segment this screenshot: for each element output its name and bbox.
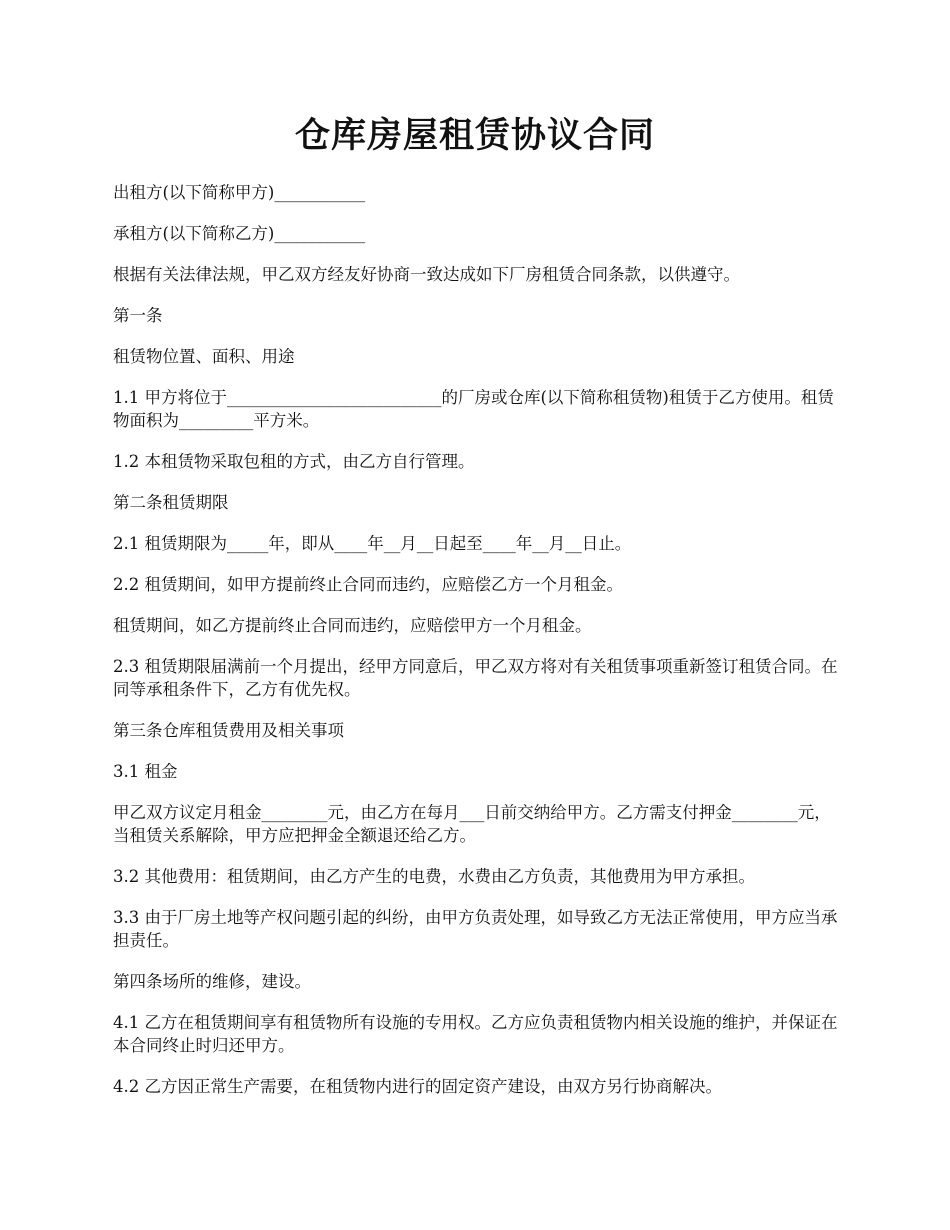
paragraph-article-1: 第一条: [113, 306, 163, 325]
paragraph-4-2: 4.2 乙方因正常生产需要，在租赁物内进行的固定资产建设，由双方另行协商解决。: [113, 1077, 722, 1096]
document-title: 仓库房屋租赁协议合同: [294, 115, 655, 156]
paragraph-3-2: 3.2 其他费用：租赁期间，由乙方产生的电费，水费由乙方负责，其他费用为甲方承担。: [113, 867, 755, 886]
paragraph-lessee: 承租方(以下简称乙方)___________: [113, 224, 366, 243]
paragraph-lessor: 出租方(以下简称甲方)___________: [113, 183, 366, 202]
paragraph-3-1: 3.1 租金: [113, 762, 178, 781]
paragraph-article-2: 第二条租赁期限: [113, 493, 229, 512]
paragraph-article-1-heading: 租赁物位置、面积、用途: [113, 347, 295, 366]
paragraph-article-4: 第四条场所的维修，建设。: [113, 972, 311, 991]
paragraph-2-2: 2.2 租赁期间，如甲方提前终止合同而违约，应赔偿乙方一个月租金。: [113, 575, 623, 594]
paragraph-1-1: 1.1 甲方将位于__________________________的厂房或仓库(以下简称租赁物)租赁于乙方使用。租赁物面积为_________平方米。: [113, 388, 834, 430]
paragraph-3-1-body: 甲乙双方议定月租金________元，由乙方在每月___日前交纳给甲方。乙方需支付押金________元，当租赁关系解除，甲方应把押金全额退还给乙方。: [113, 803, 831, 845]
paragraph-2-1: 2.1 租赁期限为_____年，即从____年__月__日起至____年__月__日止。: [113, 534, 632, 553]
paragraph-4-1: 4.1 乙方在租赁期间享有租赁物所有设施的专用权。乙方应负责租赁物内相关设施的维护，并保证在本合同终止时归还甲方。: [113, 1013, 838, 1055]
paragraph-preamble: 根据有关法律法规，甲乙双方经友好协商一致达成如下厂房租赁合同条款，以供遵守。: [113, 265, 740, 284]
paragraph-1-2: 1.2 本租赁物采取包租的方式，由乙方自行管理。: [113, 452, 475, 471]
paragraph-2-3: 2.3 租赁期限届满前一个月提出，经甲方同意后，甲乙双方将对有关租赁事项重新签订租赁合同。在同等承租条件下，乙方有优先权。: [113, 657, 838, 699]
document-body: [113, 181, 841, 1116]
paragraph-2-2-cont: 租赁期间，如乙方提前终止合同而违约，应赔偿甲方一个月租金。: [113, 616, 592, 635]
paragraph-3-3: 3.3 由于厂房土地等产权问题引起的纠纷，由甲方负责处理，如导致乙方无法正常使用，甲方应当承担责任。: [113, 908, 838, 950]
paragraph-article-3: 第三条仓库租赁费用及相关事项: [113, 721, 344, 740]
